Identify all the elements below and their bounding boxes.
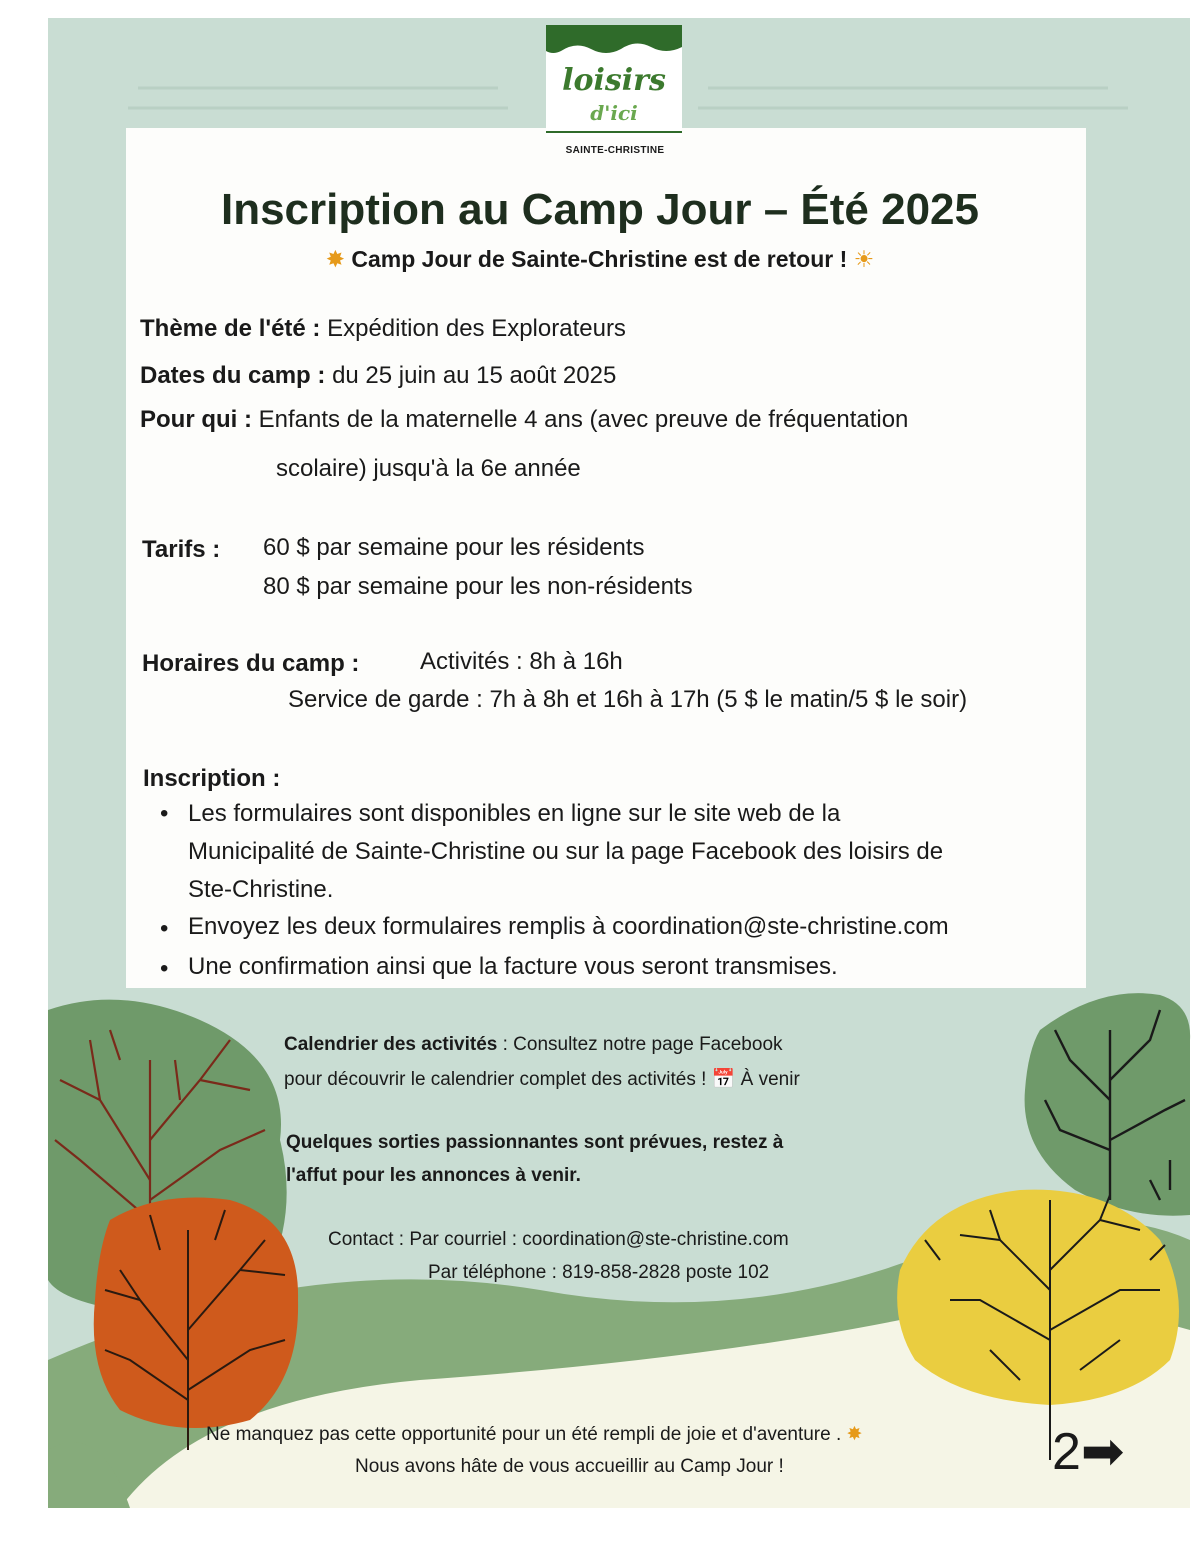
contact-line1: Contact : Par courriel : coordination@ste-christine.com [328,1229,789,1250]
arrow-right-icon: ➡ [1080,1423,1125,1481]
pour-qui-line2: scolaire) jusqu'à la 6e année [276,455,581,482]
inscription-label: Inscription : [143,765,281,792]
subtitle-text: Camp Jour de Sainte-Christine est de retour ! [351,246,848,272]
tarifs-line2: 80 $ par semaine pour les non-résidents [263,573,693,600]
right-green-tree [1025,993,1191,1216]
bullet-1: • [160,800,169,827]
footer-text1: Ne manquez pas cette opportunité pour un été rempli de joie et d'aventure . [206,1424,842,1445]
dates-label: Dates du camp : [140,362,326,389]
page-title: Inscription au Camp Jour – Été 2025 [220,185,979,234]
logo-underline [546,131,682,134]
orange-tree [94,1198,298,1429]
inscription-item-1-line3: Ste-Christine. [188,876,334,903]
inscription-item-1-line1: Les formulaires sont disponibles en ligne sur le site web de la [188,800,841,827]
inscription-item-1-line2: Municipalité de Sainte-Christine ou sur la page Facebook des loisirs de [188,838,944,865]
yellow-tree [897,1190,1179,1405]
calendrier-text3: À venir [735,1069,800,1090]
inscription-item-2: Envoyez les deux formulaires remplis à coordination@ste-christine.com [188,913,949,940]
theme-row [140,315,626,343]
horaires-line1: Activités : 8h à 16h [420,648,623,675]
pour-qui-line1: Enfants de la maternelle 4 ans (avec preuve de fréquentation [258,406,909,433]
theme-label: Thème de l'été : [140,315,321,342]
calendrier-label: Calendrier des activités [284,1034,498,1055]
bullet-3: • [160,955,169,982]
tarifs-label: Tarifs : [142,536,221,563]
calendrier-text2: pour découvrir le calendrier complet des activités ! [284,1069,712,1090]
calendrier-line1 [284,1034,783,1056]
calendrier-line2 [284,1067,800,1091]
logo-place-name: SAINTE-CHRISTINE [565,145,665,156]
logo-word-loisirs: loisirs [562,63,666,98]
sun-icon: ☀ [853,246,875,272]
tarifs-line1: 60 $ par semaine pour les résidents [263,534,645,561]
page-subtitle [0,246,1200,273]
sorties-line2: l'affut pour les annonces à venir. [286,1165,581,1186]
page-number: 2 [1052,1423,1081,1481]
theme-value: Expédition des Explorateurs [327,315,626,342]
calendrier-text1: : Consultez notre page Facebook [497,1034,783,1055]
loisirs-logo [546,25,682,137]
sorties-line1: Quelques sorties passionnantes sont prévues, restez à [286,1132,784,1153]
contact-line2: Par téléphone : 819-858-2828 poste 102 [428,1262,770,1283]
footer-line2: Nous avons hâte de vous accueillir au Camp Jour ! [355,1456,784,1477]
horaires-label: Horaires du camp : [142,650,360,677]
bullet-2: • [160,915,169,942]
pour-qui-label: Pour qui : [140,406,252,433]
star-icon: ✸ [325,246,345,272]
logo-word-dici: d'ici [590,101,638,125]
horaires-line2: Service de garde : 7h à 8h et 16h à 17h (5 $ le matin/5 $ le soir) [288,686,968,713]
calendar-icon: 📅 [711,1069,736,1090]
dates-row [140,362,616,390]
dates-value: du 25 juin au 15 août 2025 [332,362,617,389]
footer-line1 [206,1423,862,1446]
next-page-marker[interactable] [1052,1422,1125,1482]
inscription-item-3: Une confirmation ainsi que la facture vous seront transmises. [188,953,838,980]
footer-star-icon: ✸ [846,1424,863,1445]
logo-green-band [546,25,682,65]
pour-qui-row [140,406,908,434]
